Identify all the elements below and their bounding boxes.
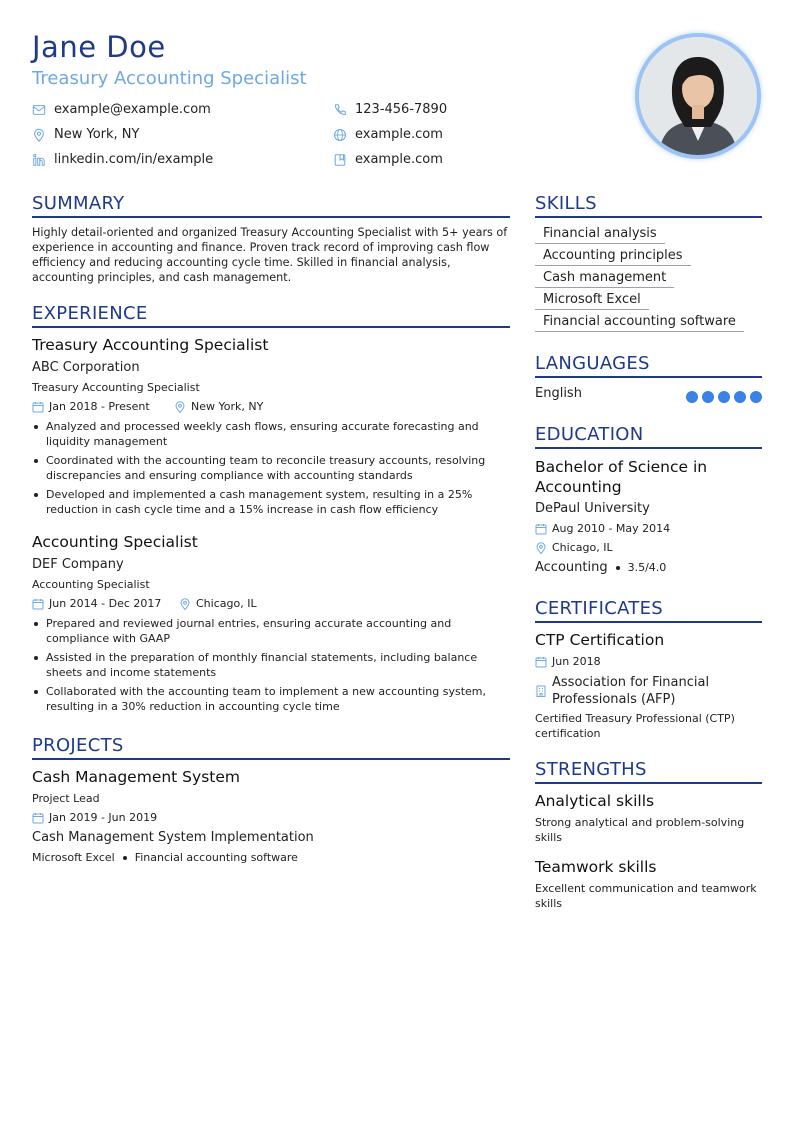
education-dates (535, 522, 670, 535)
linkedin-text: linkedin.com/in/example (54, 152, 214, 167)
profile-photo (635, 33, 761, 159)
certificate-issuer (535, 674, 737, 708)
education-field-gpa (535, 560, 666, 575)
job-bullet: Prepared and reviewed journal entries, ensuring accurate accounting and compliance with GAAP (32, 616, 502, 646)
language-level-rating (686, 391, 766, 403)
phone-icon (333, 103, 347, 117)
contact-email[interactable] (32, 102, 211, 117)
strengths-heading: STRENGTHS (535, 759, 762, 784)
certificate-name: CTP Certification (535, 631, 665, 649)
globe-icon (333, 128, 347, 142)
language-level-dot (702, 391, 714, 403)
location-text: New York, NY (54, 127, 140, 142)
summary-text: Highly detail-oriented and organized Treasury Accounting Specialist with 5+ years of experience in accounting and finance. Proven track record of improving cash flow efficiency and reducing accounting cycle time. Skilled in financial analysis, accounting principles, and cash management. (32, 226, 508, 284)
calendar-icon (32, 401, 44, 413)
separator-dot (123, 856, 127, 860)
skill-tag: Financial analysis (535, 226, 665, 244)
location-pin-icon (179, 598, 191, 610)
strength-title: Analytical skills (535, 792, 655, 810)
job-role: Treasury Accounting Specialist (32, 381, 200, 394)
project-role: Project Lead (32, 792, 100, 805)
job-bullet: Developed and implemented a cash management system, resulting in a 25% reduction in cash cycle time and a 15% increase in cash flow efficiency (32, 487, 502, 517)
phone-text: 123-456-7890 (355, 102, 448, 117)
job-company: DEF Company (32, 557, 124, 572)
education-dates-text: Aug 2010 - May 2014 (552, 522, 671, 535)
summary-heading: SUMMARY (32, 193, 510, 218)
job-dates (32, 400, 150, 413)
job-title: Accounting Specialist (32, 533, 198, 551)
linkedin-icon (32, 153, 46, 167)
skill-tag: Cash management (535, 270, 674, 288)
education-degree: Bachelor of Science in Accounting (535, 458, 708, 496)
certificate-issuer-text: Association for Financial Professionals (AFP) (552, 675, 710, 707)
location-pin-icon (174, 401, 186, 413)
strength-text: Strong analytical and problem-solving skills (535, 816, 745, 844)
portfolio-icon (333, 153, 347, 167)
language-level-dot (734, 391, 746, 403)
job-role: Accounting Specialist (32, 578, 150, 591)
contact-location (32, 127, 139, 142)
language-level-dot (750, 391, 762, 403)
job-dates-text: Jun 2014 - Dec 2017 (49, 597, 162, 610)
education-school: DePaul University (535, 501, 650, 516)
job-bullets (32, 616, 502, 718)
location-pin-icon (535, 542, 547, 554)
language-name: English (535, 386, 582, 401)
job-bullet: Coordinated with the accounting team to reconcile treasury accounts, resolving discrepancies and ensuring compliance with accounting standards (32, 453, 502, 483)
website-text: example.com (355, 127, 443, 142)
project-tools (32, 851, 298, 864)
education-location-text: Chicago, IL (552, 541, 613, 554)
job-bullets (32, 419, 502, 521)
job-location (179, 597, 257, 610)
projects-heading: PROJECTS (32, 735, 510, 760)
project-description: Cash Management System Implementation (32, 830, 314, 845)
email-text: example@example.com (54, 102, 211, 117)
building-icon (535, 685, 547, 697)
job-bullet: Collaborated with the accounting team to implement a new accounting system, resulting in a 30% reduction in accounting cycle time (32, 684, 502, 714)
experience-heading: EXPERIENCE (32, 303, 510, 328)
project-tool: Financial accounting software (134, 851, 298, 864)
language-level-dot (686, 391, 698, 403)
contact-portfolio[interactable] (333, 152, 443, 167)
portfolio-text: example.com (355, 152, 443, 167)
strength-text: Excellent communication and teamwork skills (535, 882, 757, 910)
languages-heading: LANGUAGES (535, 353, 762, 378)
calendar-icon (32, 812, 44, 824)
job-company: ABC Corporation (32, 360, 140, 375)
job-title: Treasury Accounting Specialist (32, 336, 269, 354)
project-tool: Microsoft Excel (32, 851, 115, 864)
calendar-icon (535, 656, 547, 668)
strength-title: Teamwork skills (535, 858, 657, 876)
skills-heading: SKILLS (535, 193, 762, 218)
education-heading: EDUCATION (535, 424, 762, 449)
job-location (174, 400, 263, 413)
candidate-title: Treasury Accounting Specialist (32, 68, 307, 89)
project-dates (32, 811, 157, 824)
location-pin-icon (32, 128, 46, 142)
contact-phone[interactable] (333, 102, 447, 117)
candidate-name: Jane Doe (32, 30, 166, 64)
education-gpa: 3.5/4.0 (627, 561, 667, 574)
contact-website[interactable] (333, 127, 443, 142)
skill-tag: Accounting principles (535, 248, 691, 266)
calendar-icon (32, 598, 44, 610)
calendar-icon (535, 523, 547, 535)
job-location-text: New York, NY (191, 400, 264, 413)
project-title: Cash Management System (32, 768, 240, 786)
certificate-description: Certified Treasury Professional (CTP) certification (535, 712, 735, 740)
project-dates-text: Jan 2019 - Jun 2019 (49, 811, 158, 824)
contact-linkedin[interactable] (32, 152, 213, 167)
job-bullet: Assisted in the preparation of monthly financial statements, including balance sheets and income statements (32, 650, 502, 680)
job-bullet: Analyzed and processed weekly cash flows, ensuring accurate forecasting and liquidity management (32, 419, 502, 449)
email-icon (32, 103, 46, 117)
certificate-date-text: Jun 2018 (552, 655, 601, 668)
profile-photo-illustration (639, 37, 757, 155)
education-field: Accounting (535, 560, 608, 575)
certificates-heading: CERTIFICATES (535, 598, 762, 623)
job-dates-text: Jan 2018 - Present (49, 400, 150, 413)
skill-tag: Microsoft Excel (535, 292, 649, 310)
language-level-dot (718, 391, 730, 403)
certificate-date (535, 655, 601, 668)
job-location-text: Chicago, IL (196, 597, 257, 610)
job-dates (32, 597, 161, 610)
skill-tag: Financial accounting software (535, 314, 744, 332)
education-location (535, 541, 613, 554)
separator-dot (616, 566, 620, 570)
